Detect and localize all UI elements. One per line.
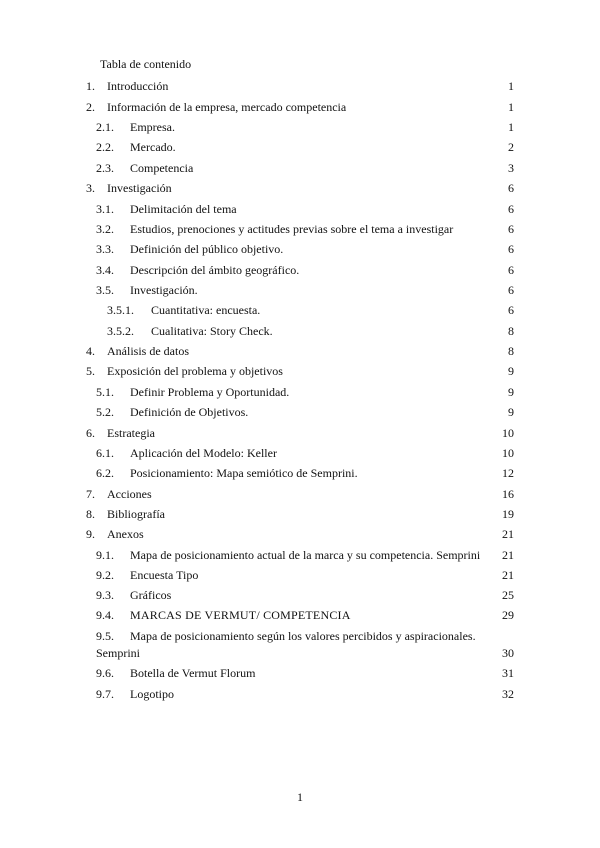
toc-entry-page: 3 <box>508 161 514 175</box>
toc-entry-number: 2. <box>86 100 95 114</box>
toc-entry-mercado[interactable] <box>0 139 600 155</box>
toc-entry-acciones[interactable] <box>0 486 600 502</box>
toc-entry-number: 9.7. <box>96 687 114 701</box>
toc-entry-text: Estrategia <box>107 426 155 440</box>
toc-entry-page: 25 <box>502 588 514 602</box>
toc-entry-page: 30 <box>502 646 514 660</box>
toc-entry-number: 3.2. <box>96 222 114 236</box>
toc-entry-page: 6 <box>508 242 514 256</box>
toc-entry-number: 3.4. <box>96 263 114 277</box>
toc-entry-text: Investigación <box>107 181 172 195</box>
toc-entry-exposicion-problema[interactable] <box>0 363 600 379</box>
toc-entry-number: 3.5.1. <box>107 303 134 317</box>
toc-entry-text: Mercado. <box>130 140 176 154</box>
toc-entry-modelo-keller[interactable] <box>0 445 600 461</box>
toc-entry-posicionamiento[interactable] <box>0 465 600 481</box>
toc-entry-page: 32 <box>502 687 514 701</box>
toc-entry-estudios-prenociones[interactable] <box>0 221 600 237</box>
toc-entry-text: Competencia <box>130 161 194 175</box>
toc-entry-page: 9 <box>508 364 514 378</box>
toc-entry-mapa-valores[interactable] <box>0 628 600 662</box>
toc-entry-empresa[interactable] <box>0 119 600 135</box>
toc-entry-delimitacion-tema[interactable] <box>0 201 600 217</box>
toc-entry-page: 19 <box>502 507 514 521</box>
toc-entry-botella-vermut[interactable] <box>0 665 600 681</box>
toc-entry-page: 21 <box>502 568 514 582</box>
toc-entry-encuesta-tipo[interactable] <box>0 567 600 583</box>
toc-entry-logotipo[interactable] <box>0 686 600 702</box>
toc-entry-text: Análisis de datos <box>107 344 189 358</box>
toc-entry-text: Gráficos <box>130 588 172 602</box>
toc-entry-text: Acciones <box>107 487 152 501</box>
toc-entry-analisis-datos[interactable] <box>0 343 600 359</box>
toc-entry-number: 9.2. <box>96 568 114 582</box>
toc-entry-page: 6 <box>508 222 514 236</box>
toc-entry-graficos[interactable] <box>0 587 600 603</box>
toc-entry-page: 6 <box>508 202 514 216</box>
toc-entry-cuantitativa[interactable] <box>0 302 600 318</box>
toc-entry-text: Bibliografía <box>107 507 165 521</box>
toc-entry-number: 8. <box>86 507 95 521</box>
toc-entry-text: Estudios, prenociones y actitudes previas sobre el tema a investigar <box>130 222 454 236</box>
toc-entry-page: 6 <box>508 263 514 277</box>
toc-entry-number: 4. <box>86 344 95 358</box>
toc-entry-definir-problema[interactable] <box>0 384 600 400</box>
toc-entry-text: Encuesta Tipo <box>130 568 199 582</box>
toc-entry-page: 16 <box>502 487 514 501</box>
toc-entry-number: 3.3. <box>96 242 114 256</box>
toc-entry-text: Cuantitativa: encuesta. <box>151 303 261 317</box>
toc-entry-text: Aplicación del Modelo: Keller <box>130 446 277 460</box>
toc-entry-number: 6. <box>86 426 95 440</box>
toc-entry-text: Investigación. <box>130 283 198 297</box>
toc-entry-text-line1: Mapa de posicionamiento según los valores percibidos y aspiracionales. <box>130 629 476 643</box>
toc-entry-ambito-geografico[interactable] <box>0 262 600 278</box>
toc-entry-number: 5.2. <box>96 405 114 419</box>
toc-entry-number: 9.6. <box>96 666 114 680</box>
toc-entry-text: Logotipo <box>130 687 174 701</box>
toc-entry-text: Posicionamiento: Mapa semiótico de Semprini. <box>130 466 358 480</box>
toc-entry-text: Botella de Vermut Florum <box>130 666 256 680</box>
toc-entry-page: 10 <box>502 446 514 460</box>
toc-entry-page: 9 <box>508 405 514 419</box>
toc-entry-page: 21 <box>502 548 514 562</box>
toc-entry-page: 6 <box>508 181 514 195</box>
toc-entry-number: 6.2. <box>96 466 114 480</box>
toc-entry-page: 1 <box>508 100 514 114</box>
toc-entry-text: Delimitación del tema <box>130 202 237 216</box>
toc-entry-bibliografia[interactable] <box>0 506 600 522</box>
toc-entry-text: Cualitativa: Story Check. <box>151 324 273 338</box>
toc-entry-estrategia[interactable] <box>0 425 600 441</box>
toc-entry-text: Definición del público objetivo. <box>130 242 284 256</box>
toc-entry-number: 9.5. <box>96 629 114 643</box>
toc-entry-number: 7. <box>86 487 95 501</box>
toc-entry-text: MARCAS DE VERMUT/ COMPETENCIA <box>130 608 351 622</box>
toc-entry-number: 9.4. <box>96 608 114 622</box>
toc-entry-text: Definición de Objetivos. <box>130 405 249 419</box>
toc-entry-page: 8 <box>508 324 514 338</box>
toc-entry-publico-objetivo[interactable] <box>0 241 600 257</box>
toc-entry-text: Descripción del ámbito geográfico. <box>130 263 300 277</box>
toc-entry-number: 5.1. <box>96 385 114 399</box>
toc-entry-number: 3.5. <box>96 283 114 297</box>
toc-entry-number: 1. <box>86 79 95 93</box>
toc-entry-number: 2.2. <box>96 140 114 154</box>
toc-entry-number: 6.1. <box>96 446 114 460</box>
toc-entry-number: 2.3. <box>96 161 114 175</box>
toc-entry-introduccion[interactable] <box>0 78 600 94</box>
toc-entry-page: 1 <box>508 79 514 93</box>
toc-entry-page: 31 <box>502 666 514 680</box>
toc-entry-page: 29 <box>502 608 514 622</box>
toc-entry-text: Mapa de posicionamiento actual de la marca y su competencia. Semprini <box>130 548 481 562</box>
toc-entry-page: 1 <box>508 120 514 134</box>
toc-entry-number: 3.1. <box>96 202 114 216</box>
toc-entry-mapa-posicionamiento-actual[interactable] <box>0 547 600 563</box>
toc-title: Tabla de contenido <box>100 57 192 71</box>
toc-entry-text: Anexos <box>107 527 144 541</box>
toc-entry-page: 8 <box>508 344 514 358</box>
toc-entry-informacion-empresa[interactable] <box>0 99 600 115</box>
page-number: 1 <box>297 790 303 804</box>
toc-entry-number: 5. <box>86 364 95 378</box>
toc-entry-number: 3.5.2. <box>107 324 134 338</box>
toc-entry-investigacion-sub[interactable] <box>0 282 600 298</box>
toc-entry-page: 2 <box>508 140 514 154</box>
toc-entry-text: Definir Problema y Oportunidad. <box>130 385 290 399</box>
toc-entry-page: 6 <box>508 303 514 317</box>
toc-entry-page: 6 <box>508 283 514 297</box>
toc-entry-text: Empresa. <box>130 120 175 134</box>
toc-entry-number: 9. <box>86 527 95 541</box>
toc-entry-number: 9.3. <box>96 588 114 602</box>
toc-entry-text: Introducción <box>107 79 169 93</box>
toc-entry-marcas-vermut[interactable] <box>0 607 600 623</box>
toc-entry-page: 12 <box>502 466 514 480</box>
toc-entry-number: 2.1. <box>96 120 114 134</box>
toc-entry-text: Exposición del problema y objetivos <box>107 364 283 378</box>
toc-entry-page: 10 <box>502 426 514 440</box>
toc-entry-number: 9.1. <box>96 548 114 562</box>
toc-entry-page: 9 <box>508 385 514 399</box>
toc-entry-anexos[interactable] <box>0 526 600 542</box>
toc-entry-number: 3. <box>86 181 95 195</box>
toc-entry-page: 21 <box>502 527 514 541</box>
toc-entry-investigacion[interactable] <box>0 180 600 196</box>
toc-entry-cualitativa[interactable] <box>0 323 600 339</box>
toc-entry-text: Información de la empresa, mercado competencia <box>107 100 347 114</box>
toc-entry-text-line2: Semprini <box>96 646 140 660</box>
toc-entry-definicion-objetivos[interactable] <box>0 404 600 420</box>
toc-entry-competencia[interactable] <box>0 160 600 176</box>
